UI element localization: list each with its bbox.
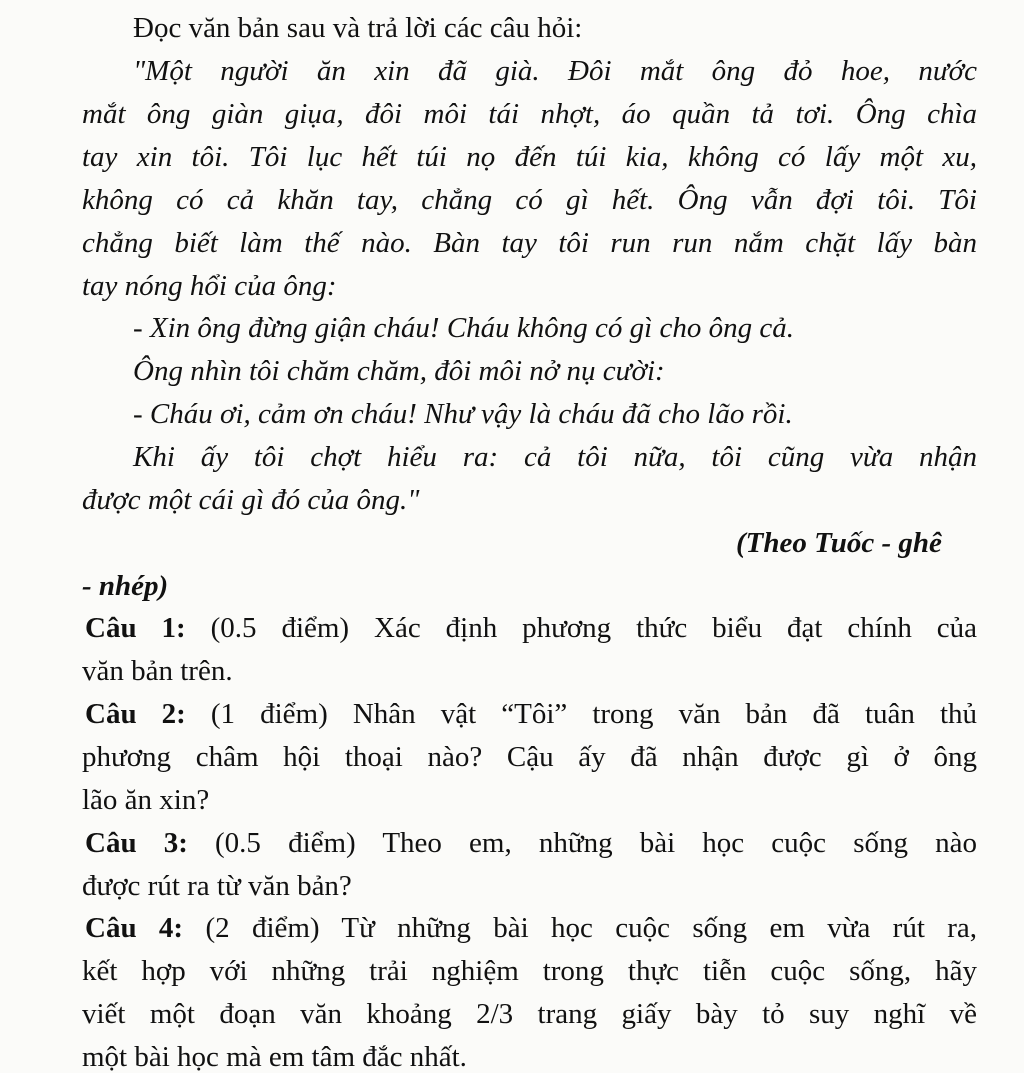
question-4-line-4: một bài học mà em tâm đắc nhất. (82, 1041, 467, 1073)
passage-line-6: tay nóng hổi của ông: (82, 270, 337, 302)
question-3 (85, 829, 977, 858)
question-2-label: Câu 2: (85, 698, 186, 730)
passage-line-2: mắt ông giàn giụa, đôi môi tái nhợt, áo quần tả tơi. Ông chìa (82, 98, 977, 130)
question-2-text: (1 điểm) Nhân vật “Tôi” trong văn bản đã tuân thủ (210, 698, 978, 730)
passage-line-7: - Xin ông đừng giận cháu! Cháu không có gì cho ông cả. (133, 312, 794, 344)
question-2 (85, 700, 977, 729)
question-4-line-2: kết hợp với những trải nghiệm trong thực tiễn cuộc sống, hãy (82, 955, 977, 987)
question-1-label: Câu 1: (85, 612, 186, 644)
question-4-text: (2 điểm) Từ những bài học cuộc sống em vừa rút ra, (205, 912, 977, 944)
question-3-label: Câu 3: (85, 827, 188, 859)
question-4-label: Câu 4: (85, 912, 184, 944)
question-1-line-2: văn bản trên. (82, 655, 233, 687)
passage-line-10: Khi ấy tôi chợt hiểu ra: cả tôi nữa, tôi cũng vừa nhận (133, 441, 977, 473)
question-1 (85, 614, 977, 643)
passage-line-4: không có cả khăn tay, chẳng có gì hết. Ông vẫn đợi tôi. Tôi (82, 184, 977, 216)
passage-line-3: tay xin tôi. Tôi lục hết túi nọ đến túi kia, không có lấy một xu, (82, 141, 977, 173)
passage-line-8: Ông nhìn tôi chăm chăm, đôi môi nở nụ cười: (133, 355, 665, 387)
passage-line-9: - Cháu ơi, cảm ơn cháu! Như vậy là cháu đã cho lão rồi. (133, 398, 793, 430)
instruction: Đọc văn bản sau và trả lời các câu hỏi: (133, 12, 583, 44)
passage-line-1: "Một người ăn xin đã già. Đôi mắt ông đỏ hoe, nước (133, 55, 977, 87)
question-3-line-2: được rút ra từ văn bản? (82, 870, 352, 902)
passage-line-5: chẳng biết làm thế nào. Bàn tay tôi run run nắm chặt lấy bàn (82, 227, 977, 259)
source-citation-continued: - nhép) (82, 570, 169, 602)
question-4 (85, 914, 977, 943)
question-3-text: (0.5 điểm) Theo em, những bài học cuộc sống nào (215, 827, 977, 859)
question-1-text: (0.5 điểm) Xác định phương thức biểu đạt chính của (210, 612, 978, 644)
passage-line-11: được một cái gì đó của ông." (82, 484, 420, 516)
question-4-line-3: viết một đoạn văn khoảng 2/3 trang giấy bày tỏ suy nghĩ về (82, 998, 977, 1030)
source-citation: (Theo Tuốc - ghê (736, 527, 942, 559)
question-2-line-2: phương châm hội thoại nào? Cậu ấy đã nhận được gì ở ông (82, 741, 977, 773)
question-2-line-3: lão ăn xin? (82, 784, 210, 816)
